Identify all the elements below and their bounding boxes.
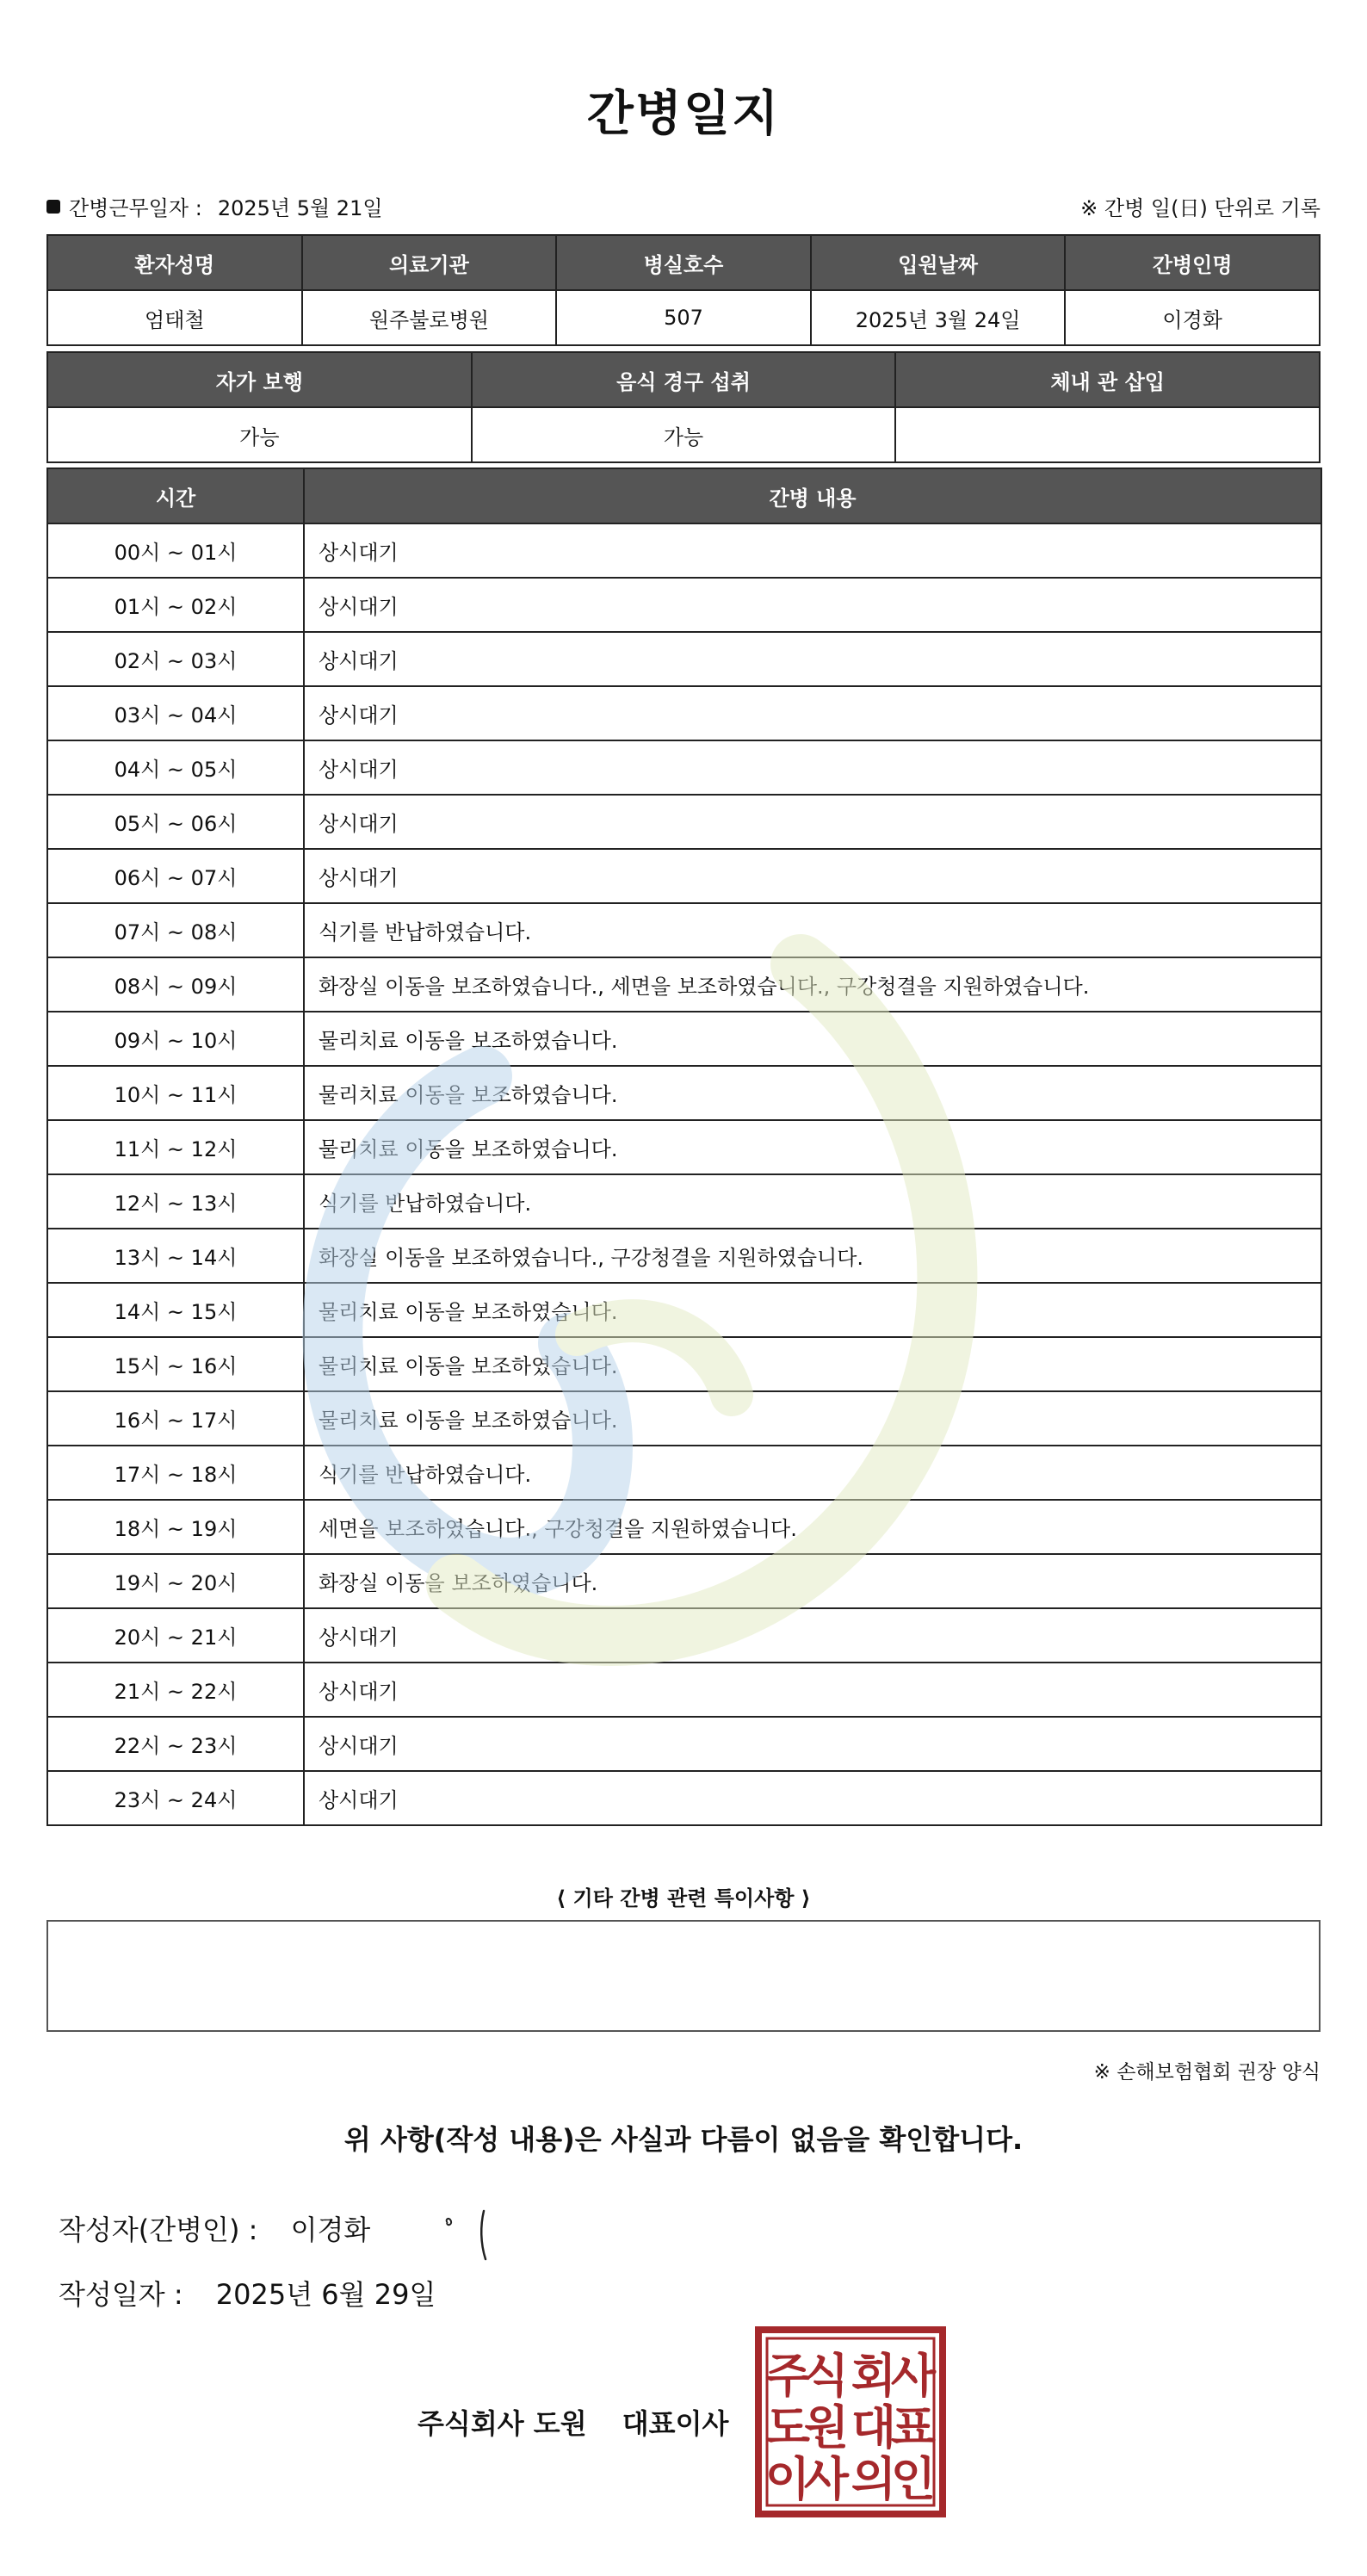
care-content: 식기를 반납하였습니다. [304,1446,1321,1500]
care-content: 화장실 이동을 보조하였습니다., 세면을 보조하였습니다., 구강청결을 지원하였습니다. [304,957,1321,1012]
page-title: 간병일지 [586,86,781,142]
work-date-value: 2025년 5월 21일 [217,196,383,220]
admission-date: 2025년 3월 24일 [811,290,1066,345]
care-content: 상시대기 [304,1608,1321,1663]
patient-info-table [46,234,1321,346]
time-slot: 15시 ~ 16시 [47,1337,304,1391]
care-content: 상시대기 [304,740,1321,795]
svg-text:회: 회 [851,2349,897,2403]
time-slot: 04시 ~ 05시 [47,740,304,795]
time-slot: 12시 ~ 13시 [47,1174,304,1229]
self-walking-value: 가능 [47,407,472,462]
time-slot: 10시 ~ 11시 [47,1066,304,1120]
header-oral-intake: 음식 경구 섭취 [472,352,896,407]
svg-text:원: 원 [803,2400,850,2455]
table-row [47,1446,1321,1500]
table-row [47,957,1321,1012]
caregiver-name: 이경화 [1065,290,1320,345]
table-row [47,795,1321,849]
time-slot: 18시 ~ 19시 [47,1500,304,1554]
header-care-content: 간병 내용 [304,468,1321,523]
care-content: 상시대기 [304,578,1321,632]
care-content: 화장실 이동을 보조하였습니다. [304,1554,1321,1608]
table-row [47,1337,1321,1391]
care-content: 상시대기 [304,523,1321,578]
time-slot: 20시 ~ 21시 [47,1608,304,1663]
table-row [47,578,1321,632]
time-slot: 21시 ~ 22시 [47,1663,304,1717]
table-header-row [47,468,1321,523]
table-row [47,1174,1321,1229]
table-row [47,1771,1321,1825]
table-row [47,632,1321,686]
header-admission-date: 입원날짜 [811,235,1066,290]
table-row [47,1391,1321,1446]
care-content: 식기를 반납하였습니다. [304,903,1321,957]
time-slot: 13시 ~ 14시 [47,1229,304,1283]
header-hospital: 의료기관 [302,235,557,290]
time-slot: 00시 ~ 01시 [47,523,304,578]
table-row [47,1012,1321,1066]
care-content: 물리치료 이동을 보조하였습니다. [304,1283,1321,1337]
table-row [47,407,1320,462]
bullet-square-icon [46,200,60,214]
care-content: 식기를 반납하였습니다. [304,1174,1321,1229]
time-slot: 14시 ~ 15시 [47,1283,304,1337]
writer-name: 이경화 [290,2214,371,2246]
company-name: 주식회사 도원 [418,2407,587,2440]
special-notes-label: ⟨ 기타 간병 관련 특이사항 ⟩ [556,1886,811,1910]
table-row [47,686,1321,740]
table-row [47,849,1321,903]
table-row [47,1717,1321,1771]
svg-text:식: 식 [803,2349,850,2403]
time-slot: 11시 ~ 12시 [47,1120,304,1174]
care-content: 상시대기 [304,795,1321,849]
recommendation-note: ※ 손해보험협회 권장 양식 [1093,2061,1321,2084]
svg-text:사: 사 [890,2349,937,2403]
table-header-row [47,352,1320,407]
header-self-walking: 자가 보행 [47,352,472,407]
header-caregiver: 간병인명 [1065,235,1320,290]
care-content: 물리치료 이동을 보조하였습니다. [304,1012,1321,1066]
time-slot: 01시 ~ 02시 [47,578,304,632]
unit-note: ※ 간병 일(日) 단위로 기록 [1080,196,1321,220]
company-seal-stamp-icon [755,2326,946,2517]
write-date-label: 작성일자 : [59,2278,183,2311]
table-row [47,523,1321,578]
header-room: 병실호수 [556,235,811,290]
time-slot: 03시 ~ 04시 [47,686,304,740]
care-log-body [47,523,1321,1825]
care-log-table [46,468,1322,1826]
table-row [47,1283,1321,1337]
svg-text:이: 이 [764,2452,811,2506]
time-slot: 23시 ~ 24시 [47,1771,304,1825]
company-title: 대표이사 [622,2407,729,2440]
room-number: 507 [556,290,811,345]
table-row [47,1554,1321,1608]
oral-intake-value: 가능 [472,407,896,462]
company-line [418,2402,728,2442]
care-content: 상시대기 [304,1663,1321,1717]
table-header-row [47,235,1320,290]
time-slot: 06시 ~ 07시 [47,849,304,903]
care-content: 물리치료 이동을 보조하였습니다. [304,1337,1321,1391]
svg-text:주: 주 [764,2349,811,2403]
time-slot: 02시 ~ 03시 [47,632,304,686]
care-content: 상시대기 [304,1771,1321,1825]
write-date-value: 2025년 6월 29일 [215,2278,436,2311]
table-row [47,1120,1321,1174]
svg-text:도: 도 [764,2400,811,2455]
time-slot: 19시 ~ 20시 [47,1554,304,1608]
time-slot: 08시 ~ 09시 [47,957,304,1012]
svg-text:사: 사 [803,2452,850,2506]
table-row [47,740,1321,795]
header-tube-insertion: 체내 관 삽입 [895,352,1320,407]
patient-name: 엄태철 [47,290,302,345]
svg-text:표: 표 [890,2400,937,2455]
care-content: 세면을 보조하였습니다., 구강청결을 지원하였습니다. [304,1500,1321,1554]
special-notes-box [46,1920,1321,2032]
table-row [47,1500,1321,1554]
signature-icon [441,2204,492,2264]
time-slot: 22시 ~ 23시 [47,1717,304,1771]
table-row [47,1608,1321,1663]
care-content: 상시대기 [304,1717,1321,1771]
writer-line [59,2208,370,2248]
care-content: 화장실 이동을 보조하였습니다., 구강청결을 지원하였습니다. [304,1229,1321,1283]
time-slot: 07시 ~ 08시 [47,903,304,957]
time-slot: 16시 ~ 17시 [47,1391,304,1446]
table-row [47,290,1320,345]
time-slot: 17시 ~ 18시 [47,1446,304,1500]
writer-label: 작성자(간병인) : [59,2214,258,2246]
header-patient-name: 환자성명 [47,235,302,290]
tube-insertion-value [895,407,1320,462]
meta-row [46,191,1321,220]
header-time: 시간 [47,468,304,523]
care-content: 물리치료 이동을 보조하였습니다. [304,1120,1321,1174]
table-row [47,903,1321,957]
patient-status-table [46,351,1321,463]
svg-text:의: 의 [851,2452,897,2506]
care-content: 물리치료 이동을 보조하였습니다. [304,1391,1321,1446]
svg-text:대: 대 [851,2400,897,2455]
work-date-label: 간병근무일자 : [69,196,202,220]
table-row [47,1229,1321,1283]
table-row [47,1663,1321,1717]
write-date-line [59,2273,436,2313]
svg-text:인: 인 [890,2452,937,2506]
time-slot: 09시 ~ 10시 [47,1012,304,1066]
hospital-name: 원주불로병원 [302,290,557,345]
care-content: 상시대기 [304,849,1321,903]
work-date [46,191,383,221]
table-row [47,1066,1321,1120]
time-slot: 05시 ~ 06시 [47,795,304,849]
care-content: 상시대기 [304,632,1321,686]
confirmation-statement: 위 사항(작성 내용)은 사실과 다름이 없음을 확인합니다. [343,2123,1024,2156]
care-content: 물리치료 이동을 보조하였습니다. [304,1066,1321,1120]
care-content: 상시대기 [304,686,1321,740]
